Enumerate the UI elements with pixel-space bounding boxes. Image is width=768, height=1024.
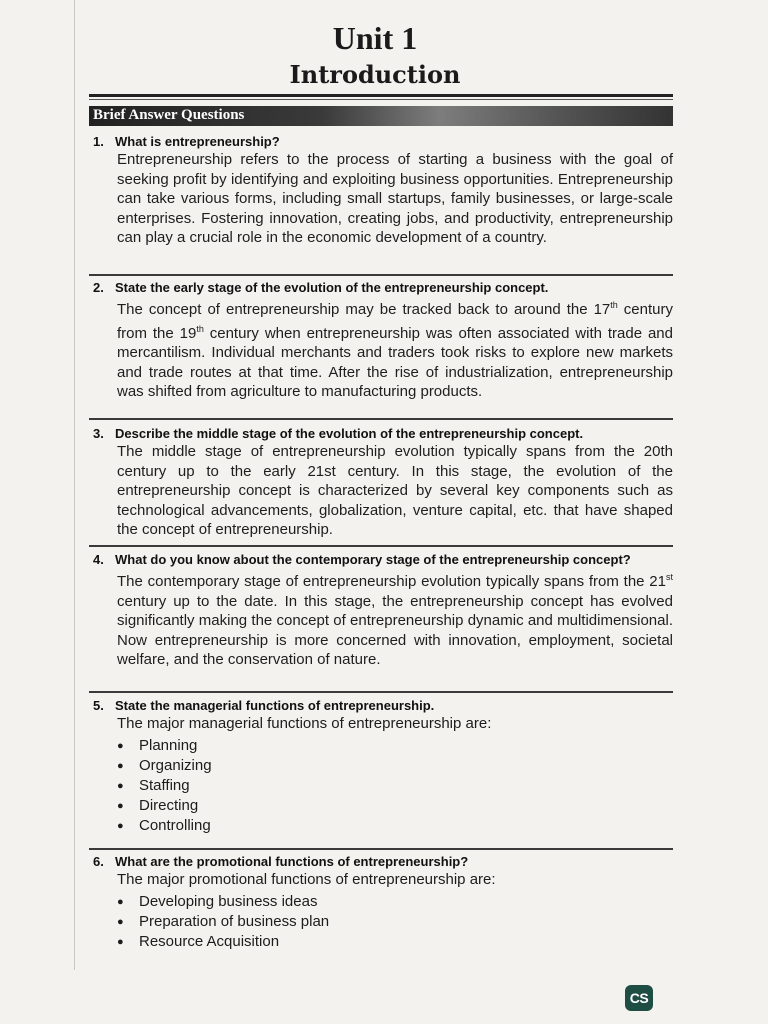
divider bbox=[89, 691, 673, 693]
answer-text bbox=[117, 568, 673, 670]
superscript: th bbox=[196, 323, 204, 334]
question-text: State the early stage of the evolution of the entrepreneurship concept. bbox=[115, 280, 549, 295]
list-item bbox=[117, 776, 673, 796]
question-number: 2. bbox=[93, 280, 104, 295]
answer-segment: The concept of entrepreneurship may be tracked back to around the 17 bbox=[117, 301, 611, 318]
list-item-text: Resource Acquisition bbox=[139, 933, 280, 950]
question-text: What are the promotional functions of entrepreneurship? bbox=[115, 854, 469, 869]
bullet-list bbox=[117, 736, 673, 836]
answer-segment: The contemporary stage of entrepreneurship evolution typically spans from the 21 bbox=[117, 573, 666, 590]
qa-item-5 bbox=[89, 697, 673, 836]
bullet-icon: ● bbox=[117, 740, 124, 752]
top-rule bbox=[89, 94, 673, 97]
qa-item-3 bbox=[89, 425, 673, 540]
list-item bbox=[117, 932, 673, 952]
question bbox=[89, 279, 673, 296]
bullet-icon: ● bbox=[117, 800, 124, 812]
qa-item-6 bbox=[89, 853, 673, 952]
answer-segment: century when entrepreneurship was often associated with trade and mercantilism. Individual merchants and traders took risks to explore new markets and trade routes at that time. After the rise of industrialization, entrepreneurship was shifted from agriculture to manufacturing products. bbox=[117, 324, 673, 401]
bullet-list bbox=[117, 892, 673, 952]
bullet-icon: ● bbox=[117, 896, 124, 908]
question bbox=[89, 697, 673, 714]
question-number: 4. bbox=[93, 552, 104, 567]
list-item-text: Developing business ideas bbox=[139, 893, 318, 910]
camscanner-logo-icon: CS bbox=[625, 985, 653, 1011]
answer-text: The middle stage of entrepreneurship evolution typically spans from the 20th century up to the early 21st century. In this stage, the evolution of the entrepreneurship concept is characterized by several key components such as technological advancements, globalization, venture capital, etc. that have shaped the concept of entrepreneurship. bbox=[117, 443, 673, 539]
question bbox=[89, 133, 673, 150]
list-item bbox=[117, 892, 673, 912]
list-item-text: Staffing bbox=[139, 777, 190, 794]
unit-number: Unit 1 bbox=[332, 20, 418, 56]
question-text: State the managerial functions of entrepreneurship. bbox=[115, 698, 435, 713]
answer-segment: century up to the date. In this stage, the entrepreneurship concept has evolved significantly making the concept of entrepreneurship dynamic and multidimensional. Now entrepreneurship is more concerned with innovation, employment, societal welfare, and the conservation of nature. bbox=[117, 592, 673, 669]
bullet-icon: ● bbox=[117, 780, 124, 792]
list-item-text: Preparation of business plan bbox=[139, 913, 330, 930]
divider bbox=[89, 848, 673, 850]
question-text: What is entrepreneurship? bbox=[115, 134, 280, 149]
question bbox=[89, 551, 673, 568]
divider bbox=[89, 274, 673, 276]
bullet-icon: ● bbox=[117, 820, 124, 832]
superscript: th bbox=[610, 300, 618, 310]
answer-text bbox=[117, 296, 673, 402]
answer-intro: The major managerial functions of entrepreneurship are: bbox=[117, 715, 492, 732]
list-item bbox=[117, 816, 673, 836]
bullet-icon: ● bbox=[117, 936, 124, 948]
answer-intro: The major promotional functions of entrepreneurship are: bbox=[117, 871, 496, 888]
document-page bbox=[74, 0, 675, 970]
list-item bbox=[117, 736, 673, 756]
divider bbox=[89, 418, 673, 420]
list-item bbox=[117, 912, 673, 932]
question-number: 5. bbox=[93, 698, 104, 713]
divider bbox=[89, 545, 673, 547]
qa-item-4 bbox=[89, 551, 673, 670]
question-number: 6. bbox=[93, 854, 104, 869]
question-number: 3. bbox=[93, 426, 104, 441]
question bbox=[89, 853, 673, 870]
question-text: What do you know about the contemporary stage of the entrepreneurship concept? bbox=[115, 552, 631, 567]
section-heading-bar bbox=[89, 106, 673, 126]
question-number: 1. bbox=[93, 134, 104, 149]
answer-text: Entrepreneurship refers to the process of starting a business with the goal of seeking profit by identifying and exploiting business opportunities. Entrepreneurship can take various forms, including small startups, family businesses, or large-scale enterprises. Fostering innovation, creating jobs, and productivity, entrepreneurship can play a crucial role in the economic development of a country. bbox=[117, 151, 673, 247]
bullet-icon: ● bbox=[117, 916, 124, 928]
section-heading: Brief Answer Questions bbox=[93, 107, 245, 123]
question bbox=[89, 425, 673, 442]
qa-item-2 bbox=[89, 279, 673, 402]
bullet-icon: ● bbox=[117, 760, 124, 772]
chapter-title: Introduction bbox=[289, 60, 461, 89]
list-item-text: Controlling bbox=[139, 817, 211, 834]
question-text: Describe the middle stage of the evolution of the entrepreneurship concept. bbox=[115, 426, 584, 441]
list-item bbox=[117, 756, 673, 776]
list-item-text: Organizing bbox=[139, 757, 212, 774]
qa-item-1 bbox=[89, 133, 673, 248]
list-item-text: Directing bbox=[139, 797, 199, 814]
answer-segment: century from the 19 bbox=[117, 301, 673, 342]
list-item-text: Planning bbox=[139, 737, 198, 754]
superscript: st bbox=[665, 572, 673, 582]
top-rule-thin bbox=[89, 99, 673, 100]
list-item bbox=[117, 796, 673, 816]
